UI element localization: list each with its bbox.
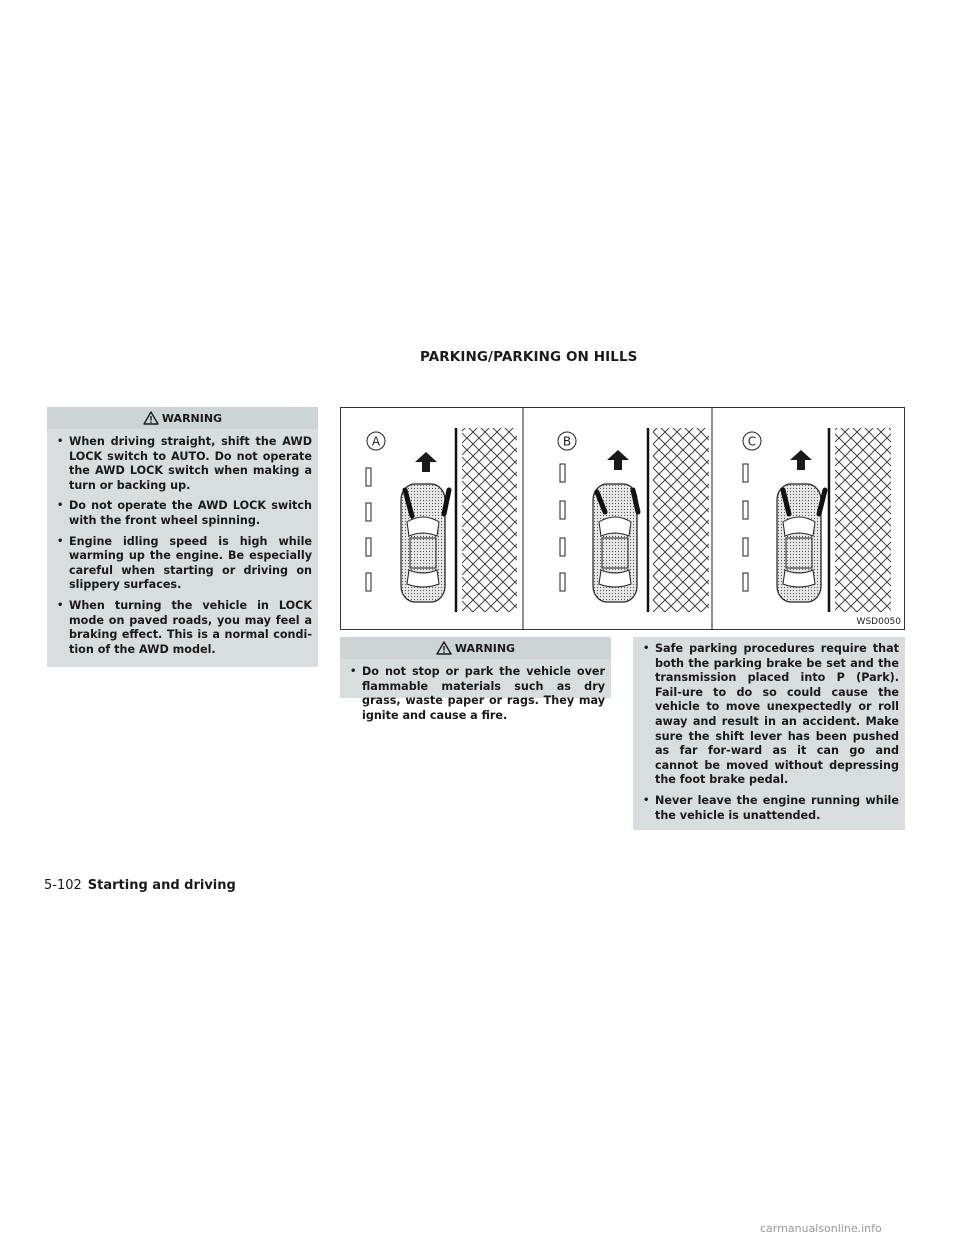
- parking-wheel-diagram: [340, 407, 905, 630]
- warning-list: [47, 429, 318, 667]
- watermark: carmanualsonline.info: [760, 1222, 882, 1235]
- warning-item: • When turning the vehicle in LOCK mode on paved roads, you may feel a braking effect. This is a normal condi-tion of the AWD model.: [55, 599, 312, 657]
- parking-diagram-svg: [341, 408, 904, 629]
- page-number: 5-102: [44, 878, 82, 893]
- warning-box-parking-procedure: [633, 637, 905, 830]
- warning-item: • Safe parking procedures require that both the parking brake be set and the transmission placed into P (Park). Fail-ure to do so could cause the vehicle to move unexpectedly or roll away and result in an accident. Make sure the shift lever has been pushed as far for-ward as it can go and cannot be moved without depressing the foot brake pedal.: [641, 642, 899, 788]
- panel-label: C: [747, 434, 757, 449]
- panel-b: [558, 428, 709, 612]
- warning-box-flammable: [340, 637, 611, 722]
- figure-code: WSD0050: [856, 617, 901, 627]
- warning-header: [340, 637, 611, 659]
- warning-triangle-icon: [143, 411, 159, 425]
- page-footer: [44, 878, 236, 893]
- warning-heading: WARNING: [454, 641, 516, 655]
- warning-list: [633, 637, 905, 833]
- panel-label: B: [562, 434, 572, 449]
- panel-a: [366, 428, 517, 612]
- chapter-title: Starting and driving: [87, 878, 236, 893]
- panel-c: [743, 428, 891, 612]
- warning-triangle-icon: [436, 641, 452, 655]
- warning-item: • Do not operate the AWD LOCK switch with the front wheel spinning.: [55, 499, 312, 528]
- panel-label: A: [371, 434, 381, 449]
- warning-item: • Engine idling speed is high while warming up the engine. Be especially careful when starting or driving on slippery surfaces.: [55, 535, 312, 593]
- warning-item: • Do not stop or park the vehicle over flammable materials such as dry grass, waste paper or rags. They may ignite and cause a fire.: [348, 665, 605, 723]
- warning-list: [340, 659, 611, 733]
- warning-header: [47, 407, 318, 429]
- warning-item: • Never leave the engine running while the vehicle is unattended.: [641, 794, 899, 823]
- section-title: PARKING/PARKING ON HILLS: [420, 349, 638, 365]
- warning-heading: WARNING: [161, 411, 223, 425]
- warning-item: • When driving straight, shift the AWD LOCK switch to AUTO. Do not operate the AWD LOCK switch when making a turn or backing up.: [55, 435, 312, 493]
- warning-box-awd: [47, 407, 318, 667]
